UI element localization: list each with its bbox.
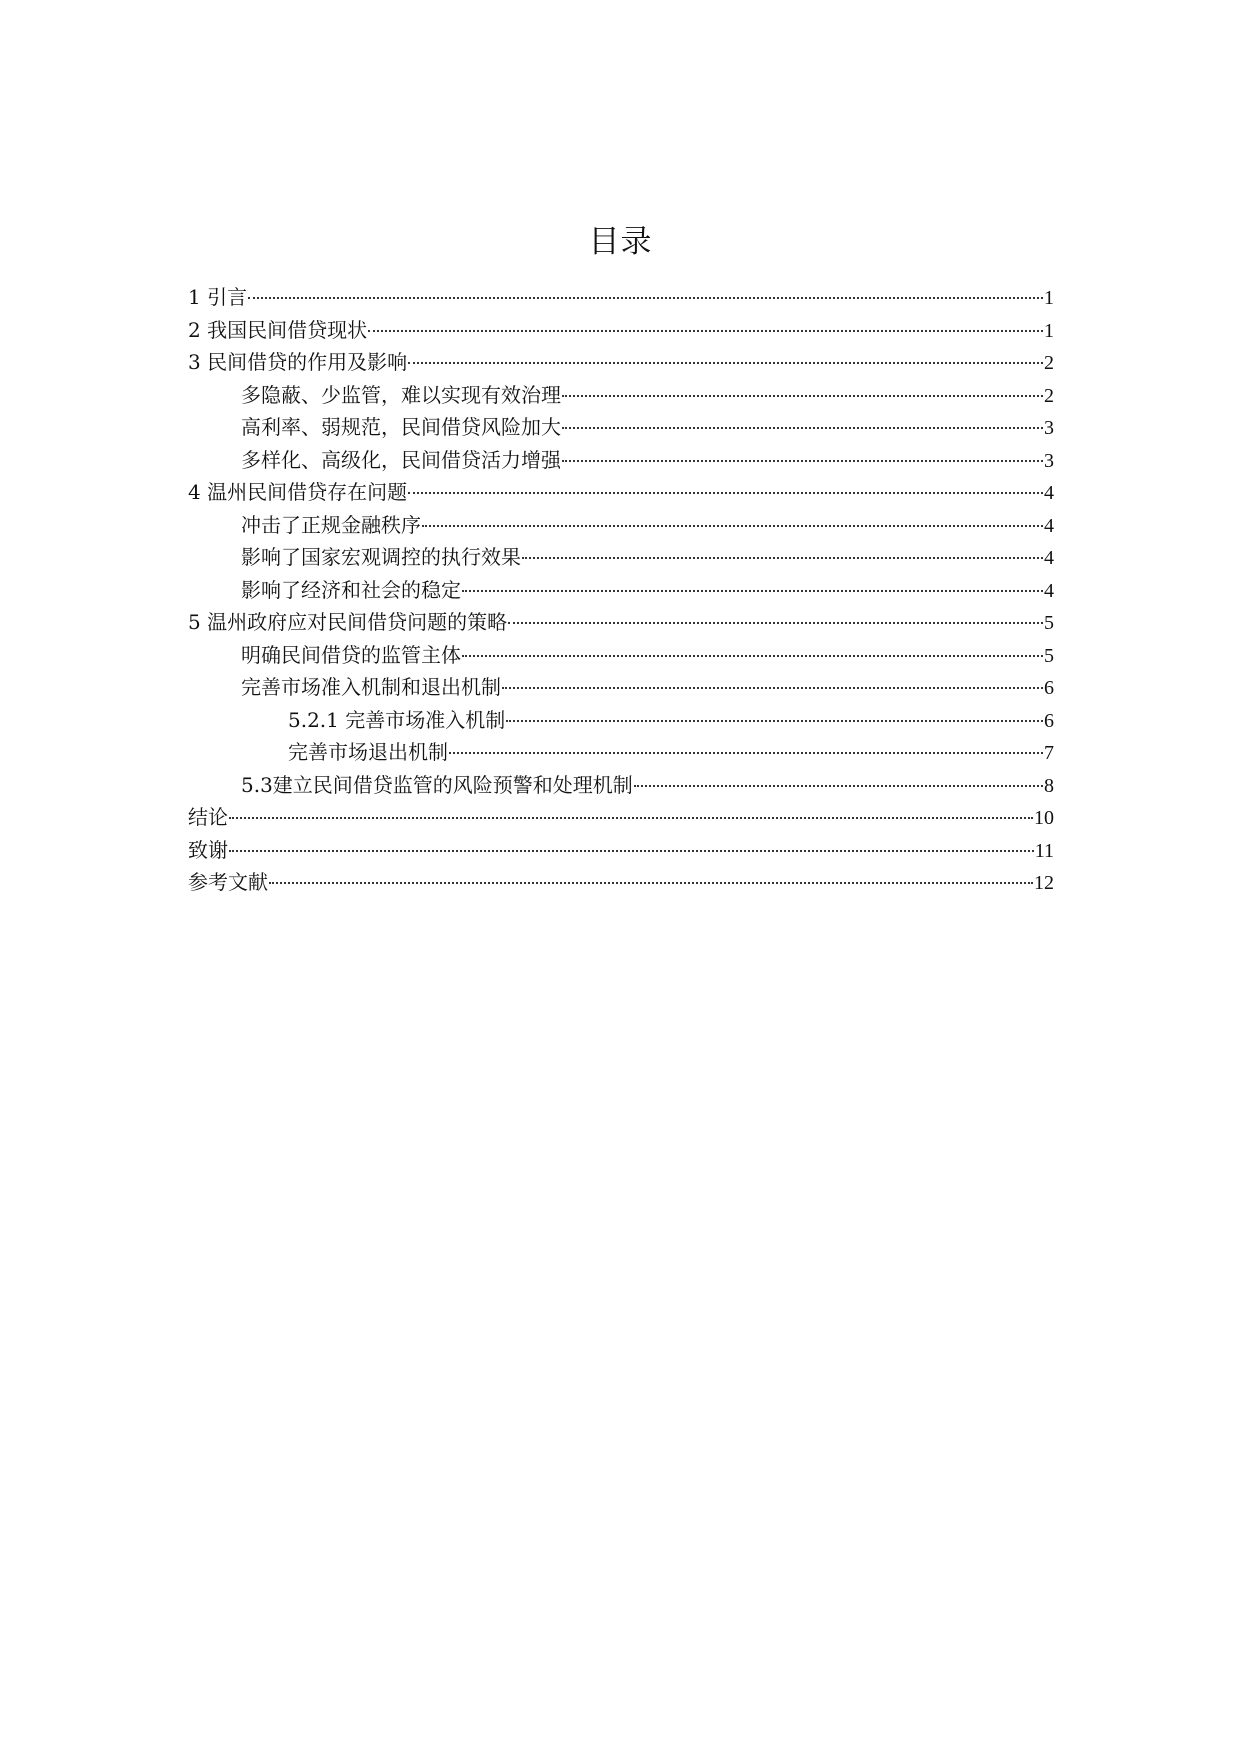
toc-entry[interactable] bbox=[188, 444, 1054, 477]
toc-page-number: 5 bbox=[1044, 612, 1054, 634]
toc-entry[interactable] bbox=[188, 541, 1054, 574]
toc-dot-leader bbox=[562, 395, 1043, 397]
toc-entry-text: 参考文献 bbox=[188, 870, 268, 894]
toc-entry[interactable] bbox=[188, 606, 1054, 639]
toc-entry[interactable] bbox=[188, 866, 1054, 899]
toc-entry[interactable] bbox=[188, 736, 1054, 769]
toc-dot-leader bbox=[248, 297, 1043, 299]
toc-entry-text: 多隐蔽、少监管，难以实现有效治理 bbox=[241, 382, 561, 407]
toc-entry-text: 冲击了正规金融秩序 bbox=[241, 512, 421, 537]
toc-entry[interactable] bbox=[188, 314, 1054, 347]
toc-page-number: 4 bbox=[1044, 482, 1054, 504]
toc-dot-leader bbox=[449, 752, 1043, 754]
toc-entry-text: 完善市场退出机制 bbox=[288, 740, 448, 764]
toc-dot-leader bbox=[408, 362, 1043, 364]
toc-entry[interactable] bbox=[188, 281, 1054, 314]
toc-entry[interactable] bbox=[188, 834, 1054, 867]
toc-entry[interactable] bbox=[188, 509, 1054, 542]
toc-entry[interactable] bbox=[188, 639, 1054, 672]
toc-page-number: 6 bbox=[1044, 677, 1054, 699]
toc-dot-leader bbox=[462, 590, 1043, 592]
toc-page-number: 5 bbox=[1044, 644, 1054, 667]
toc-dot-leader bbox=[408, 492, 1043, 494]
toc-page-number: 2 bbox=[1044, 384, 1054, 407]
toc-page-number: 4 bbox=[1044, 579, 1054, 602]
toc-dot-leader bbox=[562, 427, 1043, 429]
toc-dot-leader bbox=[502, 687, 1043, 689]
toc-page-number: 1 bbox=[1044, 319, 1054, 342]
toc-dot-leader bbox=[508, 622, 1043, 624]
toc-entry-text: 高利率、弱规范，民间借贷风险加大 bbox=[241, 415, 561, 439]
toc-entry[interactable] bbox=[188, 801, 1054, 834]
toc-entry[interactable] bbox=[188, 769, 1054, 802]
toc-entry[interactable] bbox=[188, 379, 1054, 412]
toc-dot-leader bbox=[562, 460, 1043, 462]
toc-dot-leader bbox=[462, 655, 1043, 657]
toc-entry-text: 5.2.1 完善市场准入机制 bbox=[288, 707, 506, 732]
toc-entry-text: 结论 bbox=[188, 805, 228, 829]
toc-entry[interactable] bbox=[188, 346, 1054, 379]
toc-entry-text: 5 温州政府应对民间借贷问题的策略 bbox=[188, 610, 508, 634]
toc-page-number: 1 bbox=[1044, 287, 1054, 309]
toc-entry[interactable] bbox=[188, 411, 1054, 444]
toc-entry-text: 2 我国民间借贷现状 bbox=[188, 317, 368, 342]
toc-page-number: 8 bbox=[1044, 774, 1054, 797]
toc-page-number: 12 bbox=[1034, 872, 1054, 894]
toc-page-number: 6 bbox=[1044, 709, 1054, 732]
toc-dot-leader bbox=[229, 850, 1034, 852]
toc-entry[interactable] bbox=[188, 476, 1054, 509]
toc-page-number: 10 bbox=[1034, 807, 1054, 829]
toc-dot-leader bbox=[634, 785, 1043, 787]
toc-page-number: 4 bbox=[1044, 514, 1054, 537]
table-of-contents bbox=[188, 281, 1054, 899]
toc-entry[interactable] bbox=[188, 671, 1054, 704]
toc-page-number: 7 bbox=[1044, 742, 1054, 764]
toc-entry-text: 4 温州民间借贷存在问题 bbox=[188, 480, 408, 504]
toc-page-number: 2 bbox=[1044, 352, 1054, 374]
toc-entry-text: 影响了国家宏观调控的执行效果 bbox=[241, 545, 521, 569]
toc-entry-text: 致谢 bbox=[188, 837, 228, 862]
toc-entry[interactable] bbox=[188, 574, 1054, 607]
toc-page-number: 3 bbox=[1044, 449, 1054, 472]
toc-entry[interactable] bbox=[188, 704, 1054, 737]
toc-dot-leader bbox=[422, 525, 1043, 527]
toc-entry-text: 影响了经济和社会的稳定 bbox=[241, 577, 461, 602]
toc-entry-text: 完善市场准入机制和退出机制 bbox=[241, 675, 501, 699]
toc-dot-leader bbox=[506, 720, 1043, 722]
toc-dot-leader bbox=[229, 817, 1033, 819]
toc-entry-text: 多样化、高级化，民间借贷活力增强 bbox=[241, 447, 561, 472]
toc-dot-leader bbox=[368, 330, 1043, 332]
toc-entry-text: 明确民间借贷的监管主体 bbox=[241, 642, 461, 667]
toc-entry-text: 3 民间借贷的作用及影响 bbox=[188, 350, 408, 374]
toc-page-number: 4 bbox=[1044, 547, 1054, 569]
toc-title: 目录 bbox=[588, 224, 653, 260]
toc-dot-leader bbox=[269, 882, 1033, 884]
toc-entry-text: 1 引言 bbox=[188, 285, 248, 309]
toc-dot-leader bbox=[522, 557, 1043, 559]
toc-page-number: 11 bbox=[1034, 839, 1054, 862]
toc-entry-text: 5.3建立民间借贷监管的风险预警和处理机制 bbox=[241, 772, 633, 797]
toc-page-number: 3 bbox=[1044, 417, 1054, 439]
